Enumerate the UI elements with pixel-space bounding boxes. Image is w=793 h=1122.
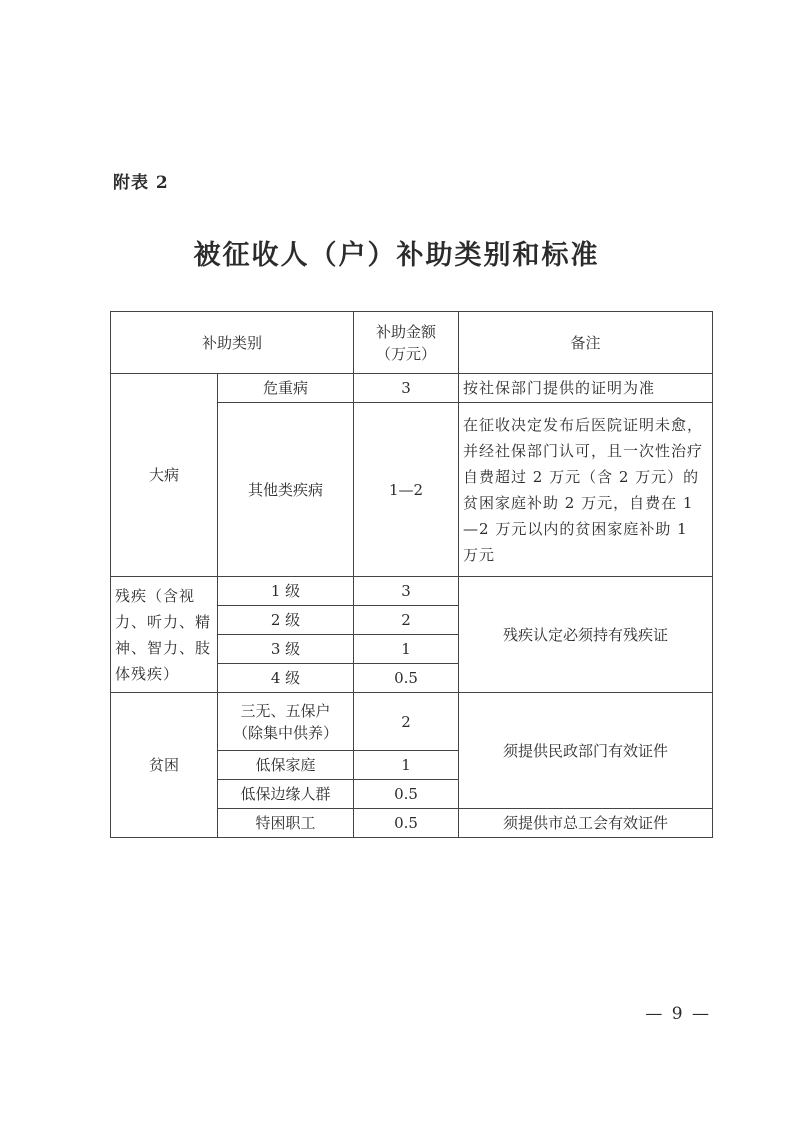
note-poverty: 须提供民政部门有效证件 bbox=[459, 693, 713, 809]
subsidy-table bbox=[110, 311, 713, 838]
amount-low-income-edge: 0.5 bbox=[354, 780, 459, 809]
subcategory-special-hardship-worker: 特困职工 bbox=[218, 809, 354, 838]
subcategory-level-3: 3 级 bbox=[218, 635, 354, 664]
header-amount bbox=[354, 312, 459, 374]
amount-critical-illness: 3 bbox=[354, 374, 459, 403]
header-amount-line1: 补助金额 bbox=[376, 322, 437, 341]
header-amount-line2: （万元） bbox=[376, 344, 437, 363]
group-label-poverty: 贫困 bbox=[111, 693, 218, 838]
subcategory-three-no-line1: 三无、五保户 bbox=[240, 701, 331, 720]
note-disability: 残疾认定必须持有残疾证 bbox=[459, 577, 713, 693]
amount-special-hardship-worker: 0.5 bbox=[354, 809, 459, 838]
table-row bbox=[111, 577, 713, 606]
subcategory-level-2: 2 级 bbox=[218, 606, 354, 635]
amount-level-2: 2 bbox=[354, 606, 459, 635]
table-row bbox=[111, 374, 713, 403]
amount-three-no-five-guarantee: 2 bbox=[354, 693, 459, 751]
subcategory-three-no-five-guarantee bbox=[218, 693, 354, 751]
subcategory-low-income-edge: 低保边缘人群 bbox=[218, 780, 354, 809]
note-other-illness: 在征收决定发布后医院证明未愈，并经社保部门认可，且一次性治疗自费超过 2 万元（含 2 万元）的贫困家庭补助 2 万元，自费在 1—2 万元以内的贫困家庭补助 1 万元 bbox=[459, 403, 713, 577]
amount-level-3: 1 bbox=[354, 635, 459, 664]
subcategory-level-1: 1 级 bbox=[218, 577, 354, 606]
amount-low-income-family: 1 bbox=[354, 751, 459, 780]
note-special-hardship-worker: 须提供市总工会有效证件 bbox=[459, 809, 713, 838]
table-row bbox=[111, 693, 713, 751]
subcategory-critical-illness: 危重病 bbox=[218, 374, 354, 403]
document-title: 被征收人（户）补助类别和标准 bbox=[193, 240, 600, 271]
page-number: — 9 — bbox=[645, 1004, 711, 1024]
attachment-label: 附表 2 bbox=[113, 173, 169, 193]
note-critical-illness: 按社保部门提供的证明为准 bbox=[459, 374, 713, 403]
amount-level-1: 3 bbox=[354, 577, 459, 606]
subcategory-other-illness: 其他类疾病 bbox=[218, 403, 354, 577]
amount-level-4: 0.5 bbox=[354, 664, 459, 693]
subcategory-level-4: 4 级 bbox=[218, 664, 354, 693]
header-note: 备注 bbox=[459, 312, 713, 374]
amount-other-illness: 1—2 bbox=[354, 403, 459, 577]
subcategory-three-no-line2: （除集中供养） bbox=[233, 723, 339, 742]
table-header-row bbox=[111, 312, 713, 374]
group-label-serious-illness: 大病 bbox=[111, 374, 218, 577]
group-label-disability: 残疾（含视力、听力、精神、智力、肢体残疾） bbox=[111, 577, 218, 693]
subcategory-low-income-family: 低保家庭 bbox=[218, 751, 354, 780]
header-category: 补助类别 bbox=[111, 312, 354, 374]
